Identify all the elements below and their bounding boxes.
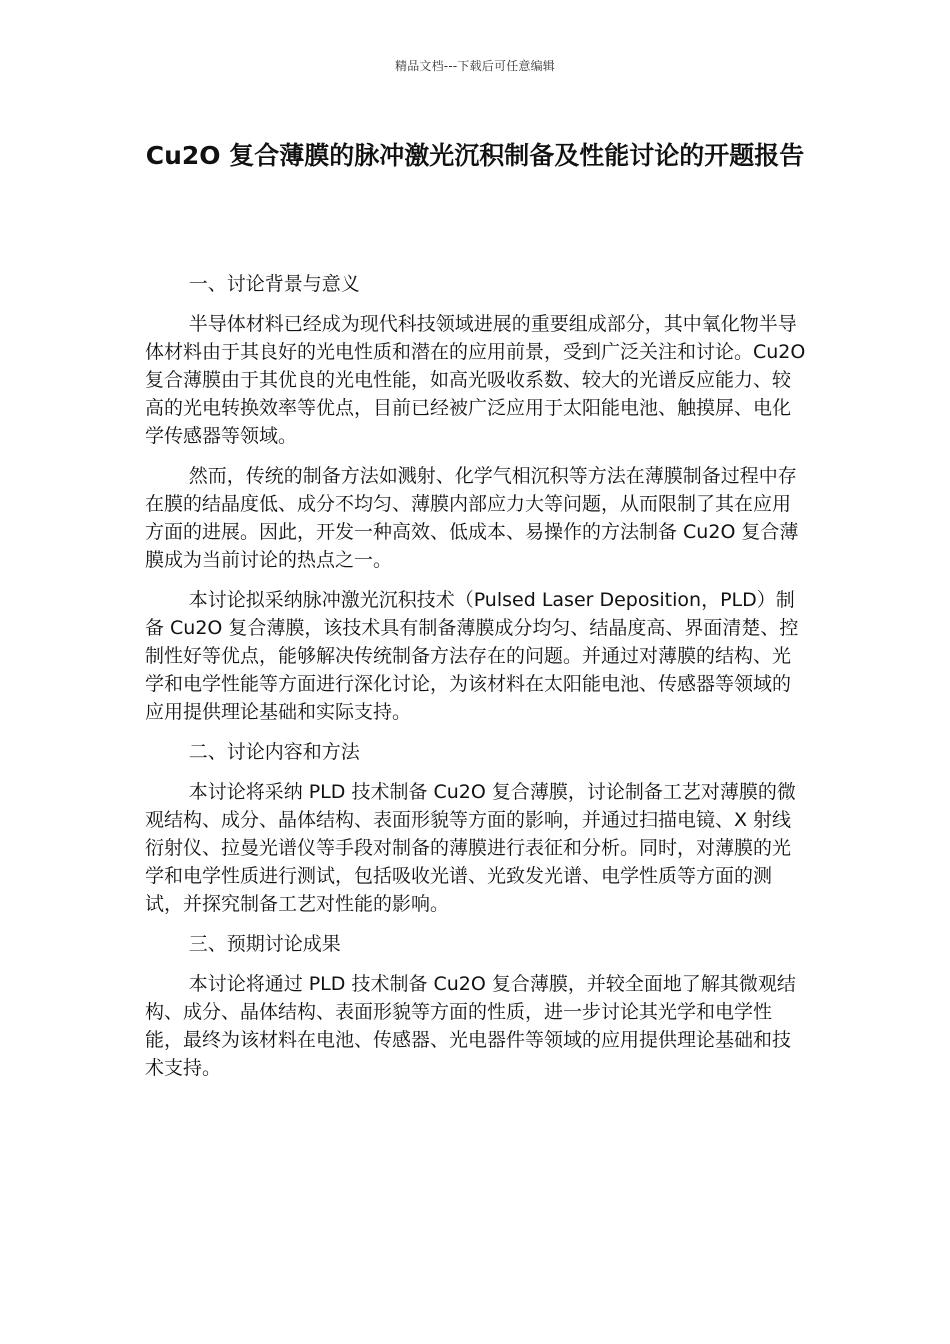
document-body — [145, 270, 807, 1094]
paragraph: 本讨论将通过 PLD 技术制备 Cu2O 复合薄膜，并较全面地了解其微观结构、成分、晶体结构、表面形貌等方面的性质，进一步讨论其光学和电学性能，最终为该材料在电池、传感器、光电器件等领域的应用提供理论基础和技术支持。 — [145, 973, 796, 1079]
paragraph: 半导体材料已经成为现代科技领域进展的重要组成部分，其中氧化物半导体材料由于其良好的光电性质和潜在的应用前景，受到广泛关注和讨论。Cu2O 复合薄膜由于其优良的光电性能，如高光吸收系数、较大的光谱反应能力、较高的光电转换效率等优点，目前已经被广泛应用于太阳能电池、触摸屏、电化学传感器等领域。 — [145, 313, 806, 447]
section-heading-expected-results: 三、预期讨论成果 — [188, 933, 341, 955]
section-heading-background: 一、讨论背景与意义 — [188, 273, 360, 295]
paragraph: 然而，传统的制备方法如溅射、化学气相沉积等方法在薄膜制备过程中存在膜的结晶度低、成分不均匀、薄膜内部应力大等问题，从而限制了其在应用方面的进展。因此，开发一种高效、低成本、易操作的方法制备 Cu2O 复合薄膜成为当前讨论的热点之一。 — [145, 465, 799, 571]
paragraph: 本讨论拟采纳脉冲激光沉积技术（Pulsed Laser Deposition，PLD）制备 Cu2O 复合薄膜，该技术具有制备薄膜成分均匀、结晶度高、界面清楚、控制性好等优点，能够解决传统制备方法存在的问题。并通过对薄膜的结构、光学和电学性能等方面进行深化讨论，为该材料在太阳能电池、传感器等领域的应用提供理论基础和实际支持。 — [145, 589, 799, 723]
paragraph: 本讨论将采纳 PLD 技术制备 Cu2O 复合薄膜，讨论制备工艺对薄膜的微观结构、成分、晶体结构、表面形貌等方面的影响，并通过扫描电镜、X 射线衍射仪、拉曼光谱仪等手段对制备的薄膜进行表征和分析。同时，对薄膜的光学和电学性质进行测试，包括吸收光谱、光致发光谱、电学性质等方面的测试，并探究制备工艺对性能的影响。 — [145, 781, 796, 915]
document-title: Cu2O 复合薄膜的脉冲激光沉积制备及性能讨论的开题报告 — [145, 141, 805, 170]
section-heading-content-methods: 二、讨论内容和方法 — [188, 741, 360, 763]
header-note: 精品文档---下载后可任意编辑 — [395, 59, 555, 73]
